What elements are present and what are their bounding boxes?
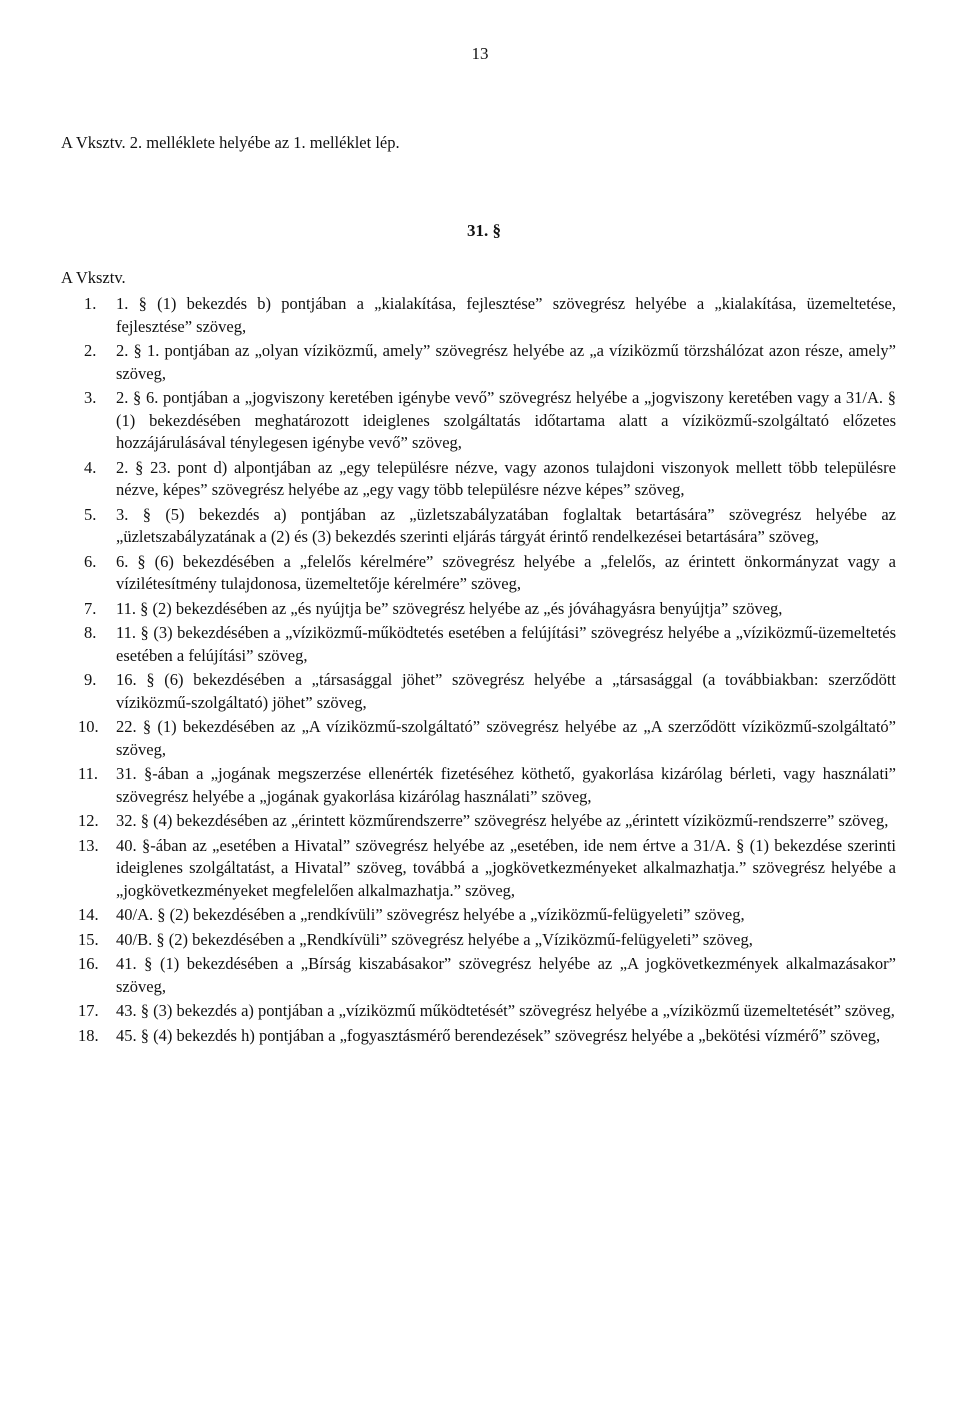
list-item — [84, 457, 896, 502]
section-heading: 31. § — [467, 221, 501, 240]
item-text: 2. § 6. pontjában a „jogviszony keretében igénybe vevő” szövegrész helyébe a „jogviszony keretében vagy a 31/A. § (1) bekezdésében meghatározott ideiglenes szolgáltatás időtartama alatt a víziközmű-szolgáltató előzetes hozzájárulásával ténylegesen igénybe vevő” szöveg, — [116, 388, 896, 452]
item-text: 40/A. § (2) bekezdésében a „rendkívüli” szövegrész helyébe a „víziközmű-felügyeleti” szöveg, — [116, 905, 745, 924]
item-number: 1. — [84, 294, 97, 313]
item-number: 6. — [84, 551, 97, 571]
list-item — [78, 1000, 896, 1023]
item-number: 2. — [84, 341, 97, 360]
page-number: 13 — [471, 44, 489, 63]
item-text: 1. § (1) bekezdés b) pontjában a „kialakítása, fejlesztése” szövegrész helyébe a „kialakítása, üzemeltetése, fejlesztése” szöveg, — [116, 294, 896, 336]
item-number: 18. — [78, 1025, 99, 1045]
list-item — [84, 504, 896, 549]
item-number: 17. — [78, 1001, 99, 1020]
list-item — [78, 904, 896, 927]
item-text: 22. § (1) bekezdésében az „A víziközmű-szolgáltató” szövegrész helyébe az „A szerződött víziközmű-szolgáltató” szöveg, — [116, 717, 896, 759]
item-number: 4. — [84, 457, 97, 477]
list-item — [84, 340, 896, 385]
item-number: 11. — [78, 764, 99, 783]
item-number: 8. — [84, 623, 97, 642]
item-text: 2. § 23. pont d) alpontjában az „egy településre nézve, vagy azonos tulajdoni viszonyok mellett több településre nézve, képes” szövegrész helyébe az „egy vagy több településre nézve képes” szöveg, — [116, 457, 896, 499]
item-text: 45. § (4) bekezdés h) pontjában a „fogyasztásmérő berendezések” szövegrész helyébe a „bekötési vízmérő” szöveg, — [116, 1025, 881, 1045]
item-number: 12. — [78, 811, 99, 830]
list-item — [84, 551, 896, 596]
list-item — [84, 293, 896, 338]
item-text: 43. § (3) bekezdés a) pontjában a „víziközmű működtetését” szövegrész helyébe a „víziközmű üzemeltetését” szöveg, — [116, 1001, 895, 1020]
item-number: 10. — [78, 717, 99, 736]
item-number: 3. — [84, 388, 97, 407]
list-item — [78, 1025, 896, 1048]
item-number: 16. — [78, 954, 99, 973]
item-text: 40. §-ában az „esetében a Hivatal” szövegrész helyébe az „esetében, ide nem értve a 31/A. § (1) bekezdése szerinti ideiglenes szolgáltatást, a Hivatal” szöveg, továbbá a „jogkövetkezményeket alkalmazhatja.” szövegrész helyébe a „jogkövetkezményeket megfelelően alkalmazhatja.” szöveg, — [116, 835, 896, 900]
list-item — [78, 763, 896, 808]
list-item — [78, 810, 896, 833]
intro-paragraph: A Vksztv. 2. melléklete helyébe az 1. melléklet lép. — [61, 133, 400, 152]
item-number: 13. — [78, 835, 99, 855]
item-text: 3. § (5) bekezdés a) pontjában az „üzletszabályzatában foglaltak betartására” szövegrész helyébe az „üzletszabályzatának a (2) és (3) bekezdés szerinti eljárás tárgyát érintő rendelkezései betartására” szöveg, — [116, 504, 896, 546]
item-text: 6. § (6) bekezdésében a „felelős kérelmére” szövegrész helyébe a „felelős, az érintett önkormányzat vagy a vízilétesítmény tulajdonosa, üzemeltetője kérelmére” szöveg, — [116, 551, 896, 593]
item-text: 41. § (1) bekezdésében a „Bírság kiszabásakor” szövegrész helyébe az „A jogkövetkezmények alkalmazásakor” szöveg, — [116, 954, 896, 996]
list-item — [78, 929, 896, 952]
item-text: 32. § (4) bekezdésében az „érintett közműrendszerre” szövegrész helyébe az „érintett víziközmű-rendszerre” szöveg, — [116, 811, 889, 830]
item-number: 9. — [84, 670, 97, 689]
item-text: 11. § (3) bekezdésében a „víziközmű-működtetés esetében a felújítási” szövegrész helyébe a „víziközmű-üzemeltetés esetében a felújítási” szöveg, — [116, 623, 896, 665]
item-number: 15. — [78, 929, 99, 949]
item-text: 31. §-ában a „jogának megszerzése ellenérték fizetéséhez köthető, gyakorlása kizárólag bérleti, vagy használati” szövegrész helyébe a „jogának gyakorlása kizárólag használati” szöveg, — [116, 764, 896, 806]
list-item — [84, 598, 896, 621]
item-number: 14. — [78, 905, 99, 924]
list-item — [84, 622, 896, 667]
item-text: 2. § 1. pontjában az „olyan víziközmű, amely” szövegrész helyébe az „a víziközmű törzshálózat azon része, amely” szöveg, — [116, 341, 896, 383]
list-item — [84, 387, 896, 455]
list-item — [84, 669, 896, 714]
list-item — [78, 953, 896, 998]
law-reference: A Vksztv. — [61, 268, 126, 287]
item-text: 16. § (6) bekezdésében a „társasággal jöhet” szövegrész helyébe a „társasággal (a továbbiakban: szerződött víziközmű-szolgáltató) jöhet” szöveg, — [116, 670, 896, 712]
item-text: 11. § (2) bekezdésében az „és nyújtja be” szövegrész helyébe az „és jóváhagyásra benyújtja” szöveg, — [116, 598, 783, 618]
amendment-list — [78, 293, 896, 1049]
list-item — [78, 835, 896, 903]
item-number: 5. — [84, 504, 97, 524]
item-number: 7. — [84, 598, 97, 618]
item-text: 40/B. § (2) bekezdésében a „Rendkívüli” szövegrész helyébe a „Víziközmű-felügyeleti” szöveg, — [116, 929, 753, 949]
list-item — [78, 716, 896, 761]
